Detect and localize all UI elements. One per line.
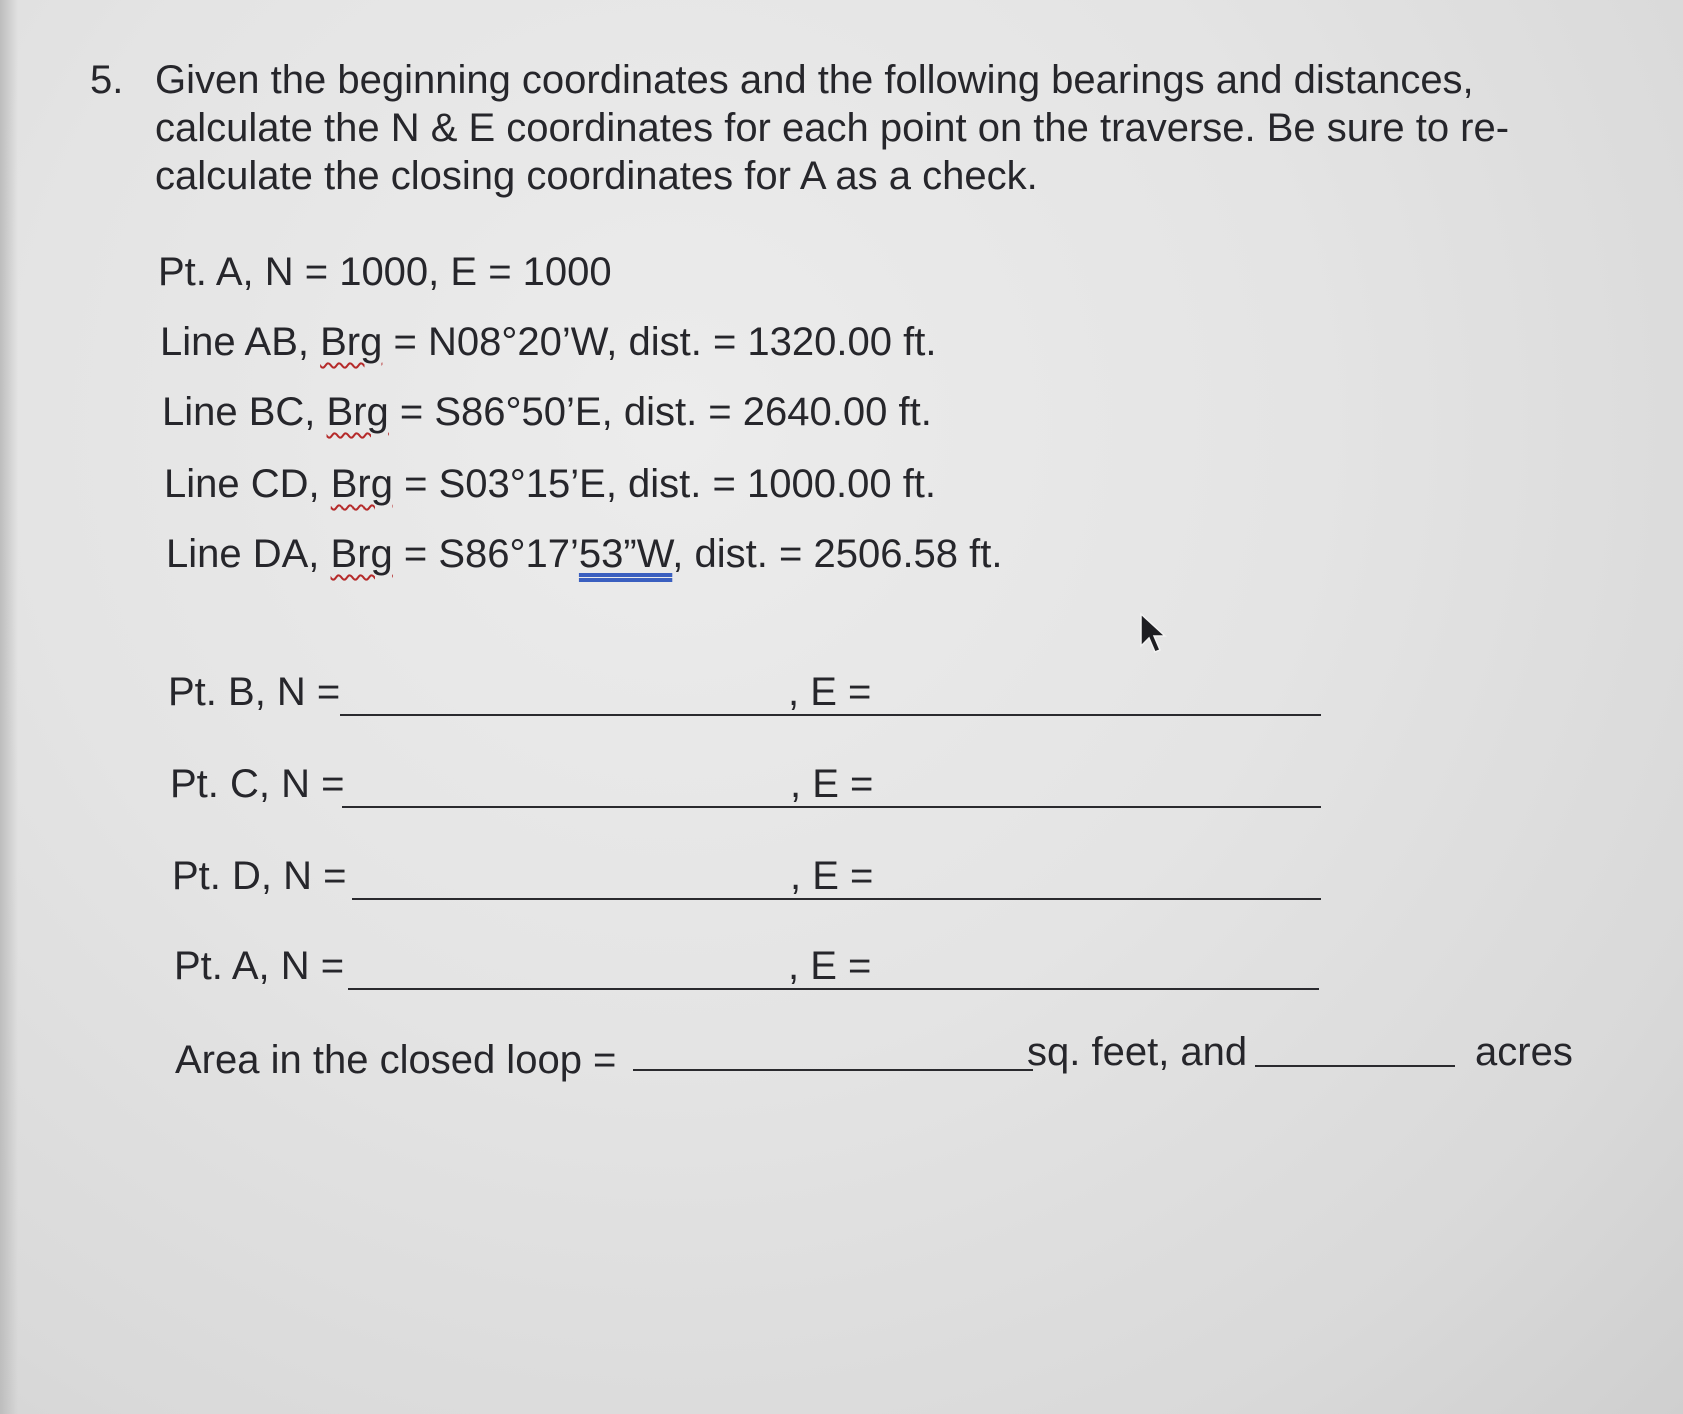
answer-row-b <box>168 670 1328 720</box>
brg-abbrev: Brg <box>326 390 389 434</box>
e-blank[interactable] <box>876 806 1321 808</box>
e-label: , E = <box>790 854 874 898</box>
e-blank[interactable] <box>874 988 1319 990</box>
sqft-blank[interactable] <box>633 1069 1033 1071</box>
e-label: , E = <box>788 670 872 714</box>
line-prefix: Line CD, <box>164 462 331 506</box>
e-blank[interactable] <box>876 898 1321 900</box>
area-label: Area in the closed loop = <box>175 1038 617 1082</box>
line-ab <box>160 320 936 365</box>
answer-label: Pt. B, N = <box>168 670 341 714</box>
line-value: = S03°15’E, dist. = 1000.00 ft. <box>393 462 937 506</box>
line-bc <box>162 390 932 435</box>
e-blank[interactable] <box>876 714 1321 716</box>
line-value: = N08°20’W, dist. = 1320.00 ft. <box>382 320 937 364</box>
answer-label: Pt. A, N = <box>174 944 345 988</box>
acres-label: acres <box>1475 1030 1573 1074</box>
acres-blank[interactable] <box>1255 1065 1455 1067</box>
line-prefix: Line AB, <box>160 320 321 364</box>
answer-label: Pt. C, N = <box>170 762 345 806</box>
e-label: , E = <box>788 944 872 988</box>
sqft-label: sq. feet, and <box>1027 1030 1248 1074</box>
line-value: , dist. = 2506.58 ft. <box>672 532 1003 576</box>
answer-label: Pt. D, N = <box>172 854 347 898</box>
question-number: 5. <box>90 58 124 102</box>
line-value: = S86°17’ <box>392 532 579 576</box>
brg-abbrev: Brg <box>330 462 393 506</box>
line-prefix: Line BC, <box>162 390 327 434</box>
question-line: calculate the closing coordinates for A as a check. <box>155 154 1038 198</box>
line-da <box>166 532 1003 577</box>
answer-row-c <box>170 762 1330 812</box>
e-label: , E = <box>790 762 874 806</box>
area-row <box>175 1030 1575 1090</box>
line-value: = S86°50’E, dist. = 2640.00 ft. <box>388 390 932 434</box>
question-line: calculate the N & E coordinates for each point on the traverse. Be sure to re- <box>155 106 1510 150</box>
line-cd <box>164 462 936 507</box>
page-edge-shadow <box>0 0 18 1414</box>
mouse-pointer-icon <box>1138 612 1170 660</box>
line-prefix: Line DA, <box>166 532 331 576</box>
brg-abbrev: Brg <box>330 532 393 576</box>
answer-row-a <box>174 944 1334 994</box>
start-coordinates: Pt. A, N = 1000, E = 1000 <box>158 250 612 294</box>
brg-abbrev: Brg <box>320 320 383 364</box>
question-text <box>155 56 1555 200</box>
answer-row-d <box>172 854 1332 904</box>
seconds-value: 53”W <box>578 532 673 576</box>
question-line: Given the beginning coordinates and the following bearings and distances, <box>155 58 1474 102</box>
